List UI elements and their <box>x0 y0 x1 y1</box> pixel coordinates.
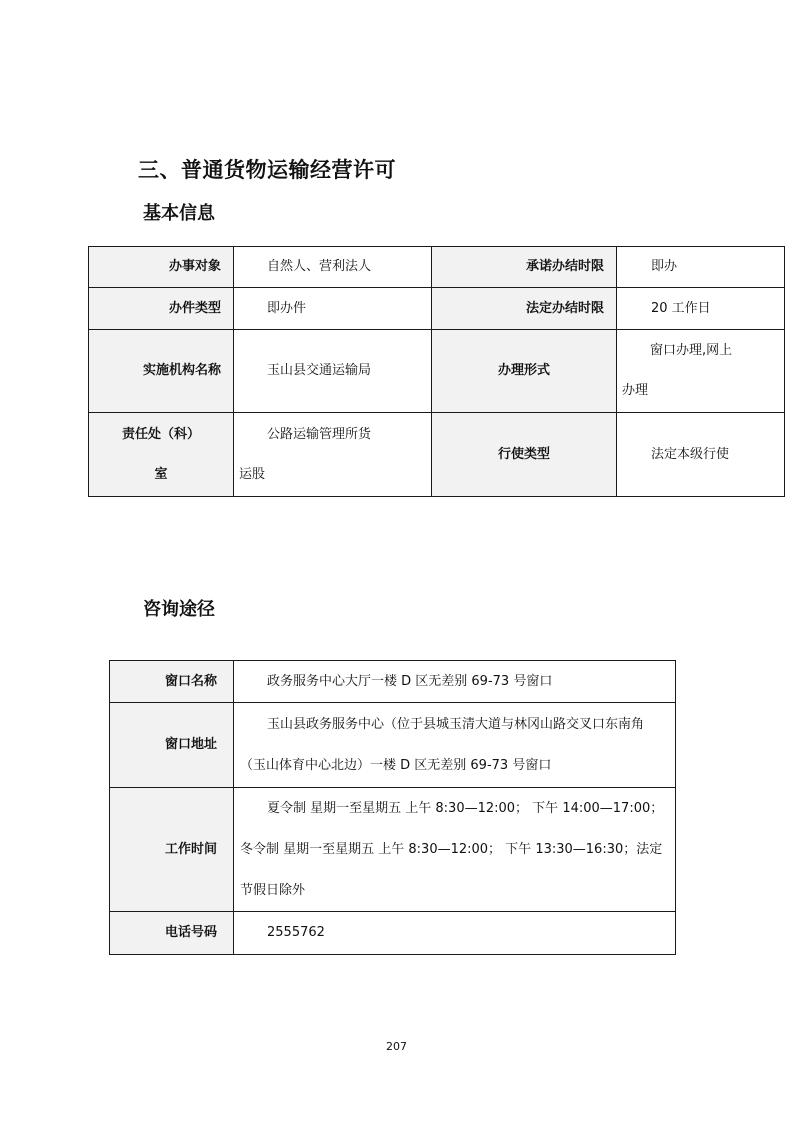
label-window-name: 窗口名称 <box>110 661 234 703</box>
label-promised-time: 承诺办结时限 <box>432 247 617 288</box>
hours-line1: 夏令制 星期一至星期五 上午 8:30—12:00； 下午 14:00—17:00； <box>267 801 664 816</box>
window-name-text: 政务服务中心大厅一楼 D 区无差别 69-73 号窗口 <box>267 674 553 689</box>
value-case-type: 即办件 <box>234 288 432 330</box>
table-row <box>89 288 785 330</box>
label-phone: 电话号码 <box>110 912 234 955</box>
value-exercise-type: 法定本级行使 <box>617 413 785 497</box>
table-row <box>89 330 785 413</box>
section-title: 三、普通货物运输经营许可 <box>138 158 396 182</box>
label-handling-form: 办理形式 <box>432 330 617 413</box>
label-exercise-type: 行使类型 <box>432 413 617 497</box>
label-responsible-dept <box>89 413 234 497</box>
label-window-address: 窗口地址 <box>110 703 234 788</box>
address-line2: （玉山体育中心北边）一楼 D 区无差别 69-73 号窗口 <box>240 758 552 773</box>
label-agency: 实施机构名称 <box>89 330 234 413</box>
value-work-hours <box>234 788 676 912</box>
table-row <box>110 788 676 912</box>
page-number: 207 <box>386 1040 407 1053</box>
basic-info-table <box>88 246 785 497</box>
value-window-address <box>234 703 676 788</box>
table-row <box>110 912 676 955</box>
label-responsible-dept-line1: 责任处（科） <box>121 426 200 442</box>
value-window-name <box>234 661 676 703</box>
value-agency: 玉山县交通运输局 <box>234 330 432 413</box>
value-phone <box>234 912 676 955</box>
table-row <box>110 661 676 703</box>
value-responsible-dept-line2: 运股 <box>239 466 266 482</box>
hours-line3: 节假日除外 <box>240 883 306 898</box>
consult-heading: 咨询途径 <box>143 599 215 620</box>
table-row <box>110 703 676 788</box>
value-handling-form-line1: 窗口办理,网上 <box>650 343 733 358</box>
label-responsible-dept-line2: 室 <box>154 466 168 482</box>
table-row <box>89 247 785 288</box>
basic-info-heading: 基本信息 <box>143 203 215 224</box>
label-case-type: 办件类型 <box>89 288 234 330</box>
address-line1: 玉山县政务服务中心（位于县城玉清大道与林冈山路交叉口东南角 <box>267 717 645 732</box>
value-service-target: 自然人、营利法人 <box>234 247 432 288</box>
consult-table <box>109 660 676 955</box>
label-legal-time: 法定办结时限 <box>432 288 617 330</box>
phone-number: 2555762 <box>267 925 325 941</box>
label-work-hours: 工作时间 <box>110 788 234 912</box>
label-service-target: 办事对象 <box>89 247 234 288</box>
value-promised-time: 即办 <box>617 247 785 288</box>
value-responsible-dept <box>234 413 432 497</box>
value-legal-time: 20 工作日 <box>617 288 785 330</box>
value-responsible-dept-line1: 公路运输管理所货 <box>267 426 372 442</box>
value-handling-form <box>617 330 785 413</box>
table-row <box>89 413 785 497</box>
hours-line2: 冬令制 星期一至星期五 上午 8:30—12:00； 下午 13:30—16:30；法定 <box>240 842 663 857</box>
value-handling-form-line2: 办理 <box>622 383 649 398</box>
